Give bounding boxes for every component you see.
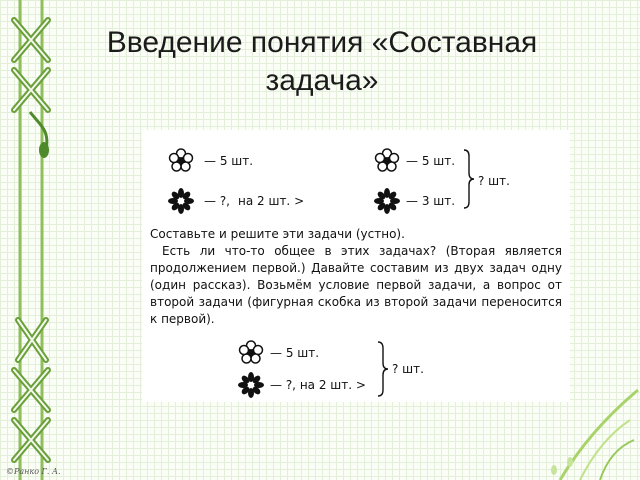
- black-flower-icon: [374, 188, 400, 214]
- problem1-line2-dash: — ?,: [204, 194, 230, 208]
- grass-decoration: [530, 370, 640, 480]
- daisy-icon: [238, 340, 264, 366]
- problem2-question: ? шт.: [478, 174, 510, 188]
- combined-line2: — ?, на 2 шт. >: [270, 378, 366, 392]
- black-flower-icon: [238, 372, 264, 398]
- black-flower-icon: [168, 188, 194, 214]
- problem2-line1: — 5 шт.: [406, 154, 456, 168]
- task-explanation: Есть ли что-то общее в этих задачах? (Вторая является продолжением первой.) Давайте составим из двух задач одну (один рассказ). Возьмём условие первой задачи, а вопрос от второй задачи (фигурная скобка из второй задачи переносится к первой).: [150, 244, 562, 326]
- problem1-line1: — 5 шт.: [204, 154, 254, 168]
- task-text: [150, 226, 562, 328]
- textbook-excerpt: [142, 130, 570, 402]
- combined-line1: — 5 шт.: [270, 346, 320, 360]
- problem2-line2: — 3 шт.: [406, 194, 456, 208]
- daisy-icon: [168, 148, 194, 174]
- right-brace-icon: [462, 148, 476, 210]
- daisy-icon: [374, 148, 400, 174]
- combined-question: ? шт.: [392, 362, 424, 376]
- problem1-line2-rest: на 2 шт. >: [238, 194, 305, 208]
- right-brace-icon: [376, 340, 390, 398]
- author-credit: ©Ранко Г. А.: [6, 467, 61, 476]
- slide-title: Введение понятия «Составная задача»: [106, 26, 538, 97]
- decorative-stem-border: [0, 0, 60, 480]
- task-instruction: Составьте и решите эти задачи (устно).: [150, 227, 405, 241]
